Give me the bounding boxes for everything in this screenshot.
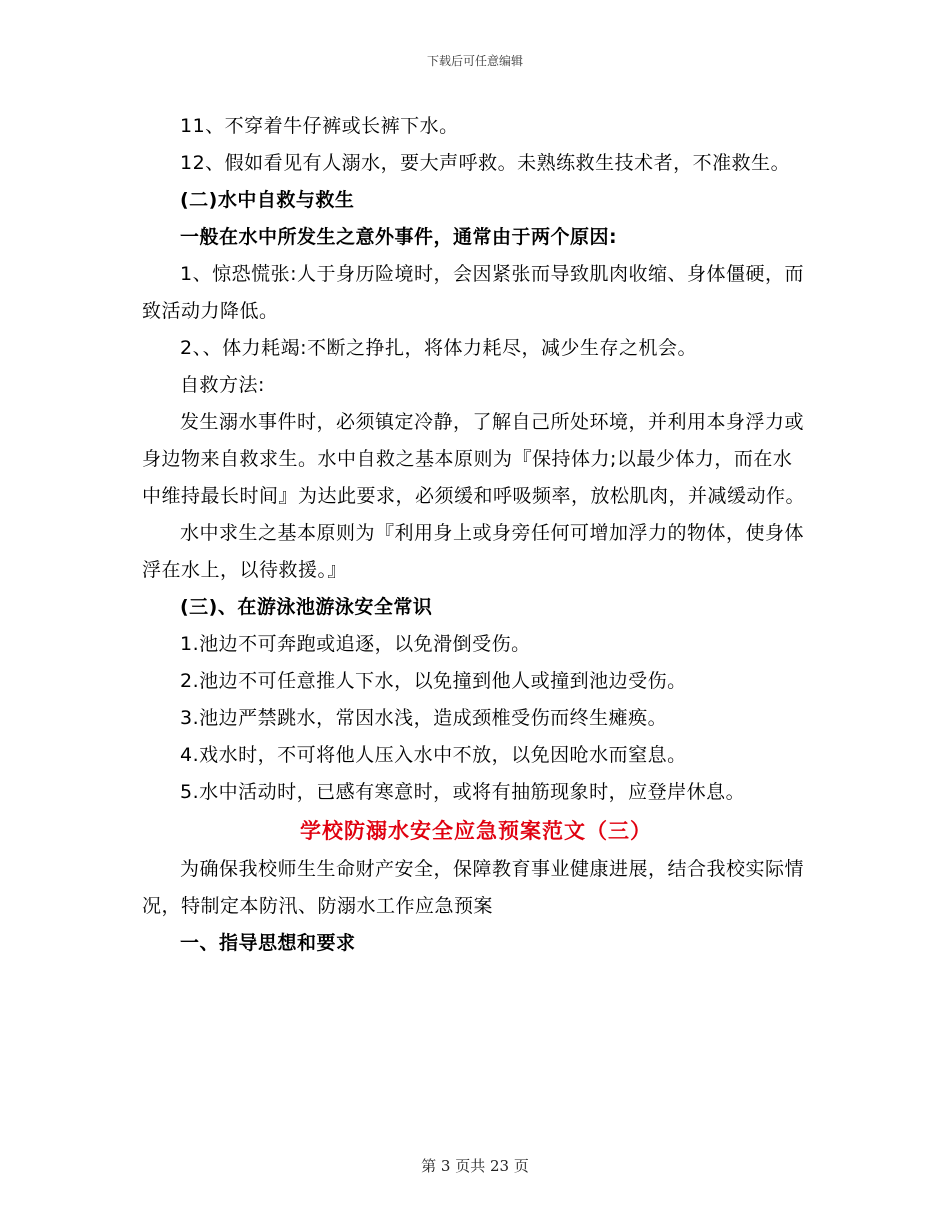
paragraph: 1、惊恐慌张:人于身历险境时，会因紧张而导致肌肉收缩、身体僵硬，而致活动力降低。 [142, 263, 804, 322]
paragraph: 自救方法: [180, 374, 265, 396]
section-heading: (二)水中自救与救生 [180, 189, 355, 211]
document-body [142, 108, 810, 962]
bold-paragraph: 一般在水中所发生之意外事件，通常由于两个原因: [180, 226, 618, 248]
list-item: 2.池边不可任意推人下水，以免撞到他人或撞到池边受伤。 [180, 670, 687, 692]
paragraph: 发生溺水事件时，必须镇定冷静，了解自己所处环境，并利用本身浮力或身边物来自救求生。水中自救之基本原则为『保持体力;以最少体力，而在水中维持最长时间』为达此要求，必须缓和呼吸频率，放松肌肉，并减缓动作。 [142, 411, 806, 507]
list-item: 4.戏水时，不可将他人压入水中不放，以免因呛水而窒息。 [180, 744, 687, 766]
page-header: 下载后可任意编辑 [426, 54, 523, 68]
list-item: 3.池边严禁跳水，常因水浅，造成颈椎受伤而终生瘫痪。 [180, 707, 668, 729]
paragraph: 12、假如看见有人溺水，要大声呼救。未熟练救生技术者，不准救生。 [180, 152, 791, 174]
paragraph: 水中求生之基本原则为『利用身上或身旁任何可增加浮力的物体，使身体浮在水上，以待救援。』 [142, 522, 805, 581]
paragraph: 11、不穿着牛仔裤或长裤下水。 [180, 115, 459, 137]
list-item: 1.池边不可奔跑或追逐，以免滑倒受伤。 [180, 633, 531, 655]
page-footer: 第 3 页共 23 页 [421, 1157, 529, 1175]
section-heading: 一、指导思想和要求 [180, 932, 356, 954]
paragraph: 2、、体力耗竭:不断之挣扎，将体力耗尽，减少生存之机会。 [180, 337, 697, 359]
document-title: 学校防溺水安全应急预案范文（三） [300, 819, 652, 843]
paragraph: 为确保我校师生生命财产安全，保障教育事业健康进展，结合我校实际情况，特制定本防汛、防溺水工作应急预案 [142, 858, 805, 917]
section-heading: (三)、在游泳池游泳安全常识 [180, 596, 433, 618]
list-item: 5.水中活动时，已感有寒意时，或将有抽筋现象时，应登岸休息。 [180, 781, 746, 803]
